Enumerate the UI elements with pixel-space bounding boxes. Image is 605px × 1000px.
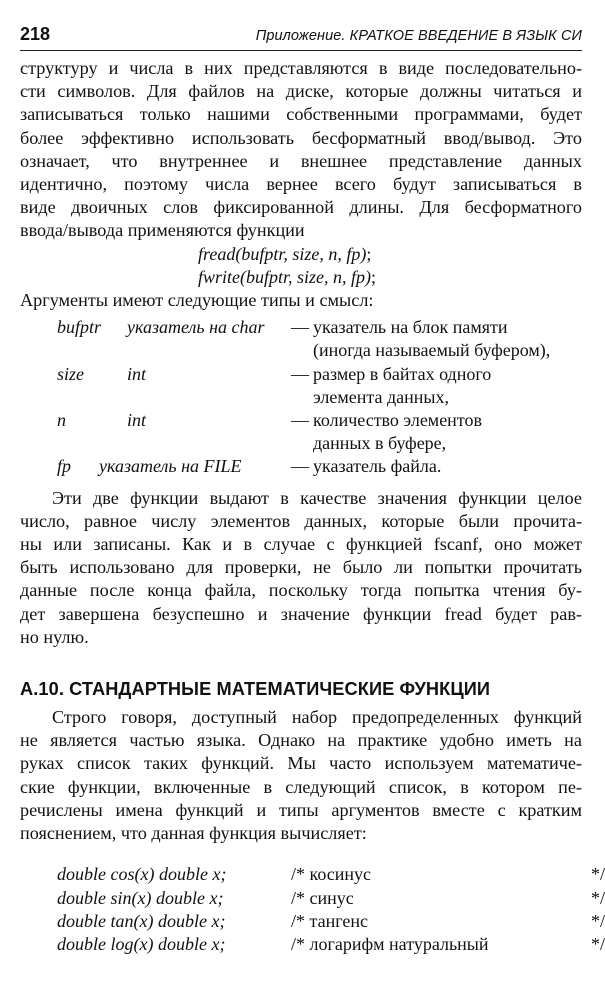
argument-type: int: [127, 410, 147, 431]
text-line: но нулю.: [20, 626, 89, 647]
function-row: [20, 887, 605, 910]
text-line: Аргументы имеют следующие типы и смысл:: [20, 290, 374, 311]
function-signature: double sin(x) double x;: [57, 887, 224, 908]
text-line: данные после конца файла, поскольку тогда попытка чтения бу-: [20, 580, 582, 601]
formula-call: fwrite(bufptr, size, n, fp): [198, 266, 372, 287]
text-line: не является частью языка. Однако на практике удобно иметь на: [20, 730, 582, 751]
function-signature: double tan(x) double x;: [57, 910, 226, 931]
argument-table: [20, 316, 582, 478]
function-row: [20, 910, 605, 933]
function-signature: double log(x) double x;: [57, 933, 226, 954]
argument-name: n: [57, 410, 66, 431]
argument-row: [20, 455, 582, 478]
text-line: записываться только нашими собственными программами, будет: [20, 104, 582, 125]
argument-row: [20, 316, 582, 339]
argument-dash: —: [291, 456, 309, 477]
argument-type: указатель на FILE: [99, 456, 242, 477]
argument-dash: —: [291, 363, 309, 384]
argument-row-cont: [20, 432, 582, 455]
argument-desc: размер в байтах одного: [313, 363, 492, 384]
paragraph-return-value: [20, 487, 582, 649]
comment-close: */: [591, 887, 605, 908]
paragraph-unformatted-io: [20, 57, 582, 243]
text-line: виде двоичных слов фиксированной длины. Для бесформатного: [20, 197, 582, 218]
text-line: быть использовано для проверки, не было ли попытки прочитать: [20, 557, 582, 578]
argument-row: [20, 363, 582, 386]
section-heading: А.10. СТАНДАРТНЫЕ МАТЕМАТИЧЕСКИЕ ФУНКЦИИ: [20, 679, 491, 700]
running-head: [20, 24, 582, 51]
text-line: ские функции, включенные в следующий список, в котором пе-: [20, 776, 582, 797]
args-intro: [20, 289, 582, 312]
function-signature: double cos(x) double x;: [57, 864, 227, 885]
page-number: 218: [20, 24, 51, 44]
formula-call: fread(bufptr, size, n, fp): [198, 243, 367, 264]
text-line: ны или записаны. Как и в случае с функцией fscanf, оно может: [20, 534, 582, 555]
argument-type: указатель на char: [127, 317, 265, 338]
formula-fread: [20, 243, 582, 266]
text-line: пояснением, что данная функция вычисляет:: [20, 823, 367, 844]
formula-fwrite: [20, 266, 582, 289]
argument-desc: данных в буфере,: [313, 433, 447, 454]
argument-name: fp: [57, 456, 72, 477]
text-line: означает, что внутреннее и внешнее представление данных: [20, 150, 582, 171]
argument-row-cont: [20, 339, 582, 362]
argument-name: size: [57, 363, 84, 384]
argument-desc: количество элементов: [313, 410, 482, 431]
argument-desc: элемента данных,: [313, 386, 449, 407]
function-row: [20, 933, 605, 956]
argument-desc: (иногда называемый буфером),: [313, 340, 551, 361]
text-line: дет завершена безуспешно и значение функции fread будет рав-: [20, 603, 582, 624]
comment-close: */: [591, 864, 605, 885]
argument-desc: указатель на блок памяти: [313, 317, 508, 338]
function-comment: /* синус: [291, 887, 354, 908]
text-line: сти символов. Для файлов на диске, которые должны читаться и: [20, 81, 582, 102]
argument-type: int: [127, 363, 147, 384]
function-row: [20, 863, 605, 886]
text-line: число, равное числу элементов данных, которые были прочита-: [20, 510, 582, 531]
text-line: речислены имена функций и типы аргументов вместе с кратким: [20, 799, 582, 820]
text-line: ввода/вывода применяются функции: [20, 220, 305, 241]
text-line: структуру и числа в них представляются в виде последовательно-: [20, 58, 582, 78]
running-title: Приложение. КРАТКОЕ ВВЕДЕНИЕ В ЯЗЫК СИ: [255, 28, 582, 44]
argument-dash: —: [291, 317, 309, 338]
text-line: идентично, поэтому числа вернее всего будут записываться в: [20, 174, 582, 195]
paragraph-math-intro: [20, 706, 582, 845]
text-line: руках список таких функций. Мы часто используем математиче-: [20, 753, 582, 774]
function-comment: /* тангенс: [291, 910, 368, 931]
book-page: [20, 24, 605, 956]
function-comment: /* логарифм натуральный: [291, 933, 489, 954]
formula-tail: ;: [366, 243, 372, 264]
argument-row: [20, 409, 582, 432]
argument-dash: —: [291, 410, 309, 431]
argument-desc: указатель файла.: [313, 456, 442, 477]
comment-close: */: [591, 910, 605, 931]
formula-tail: ;: [371, 266, 377, 287]
function-list: [20, 863, 605, 956]
text-line: Строго говоря, доступный набор предопределенных функций: [52, 707, 582, 728]
function-comment: /* косинус: [291, 864, 372, 885]
comment-close: */: [591, 933, 605, 954]
argument-name: bufptr: [57, 317, 102, 338]
argument-row-cont: [20, 386, 582, 409]
text-line: Эти две функции выдают в качестве значения функции целое: [52, 487, 582, 508]
text-line: более эффективно использовать бесформатный ввод/вывод. Это: [20, 127, 582, 148]
